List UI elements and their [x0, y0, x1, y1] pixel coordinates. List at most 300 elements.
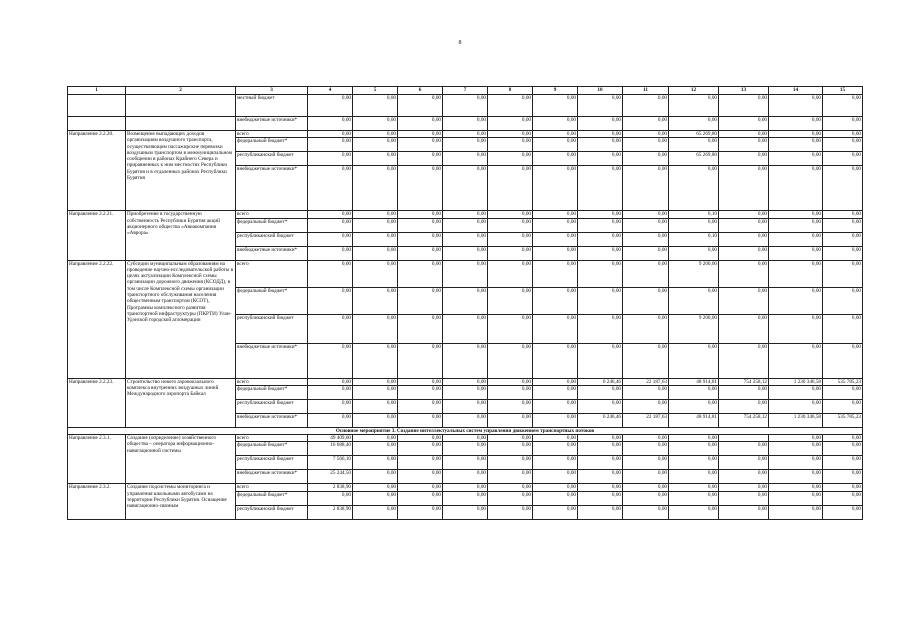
amount-cell: 0,00	[308, 314, 353, 343]
amount-cell: 0,00	[769, 117, 823, 131]
amount-cell	[719, 435, 769, 442]
amount-cell: 0,00	[443, 246, 488, 260]
funding-source: внебюджетные источники*	[236, 413, 308, 427]
amount-cell: 0,00	[443, 435, 488, 442]
funding-source: всего	[236, 211, 308, 218]
amount-cell: 0,00	[353, 166, 398, 211]
direction-description: Строительство нового аэровокзального комплекса внутренних воздушных линий Международного аэропорта Байкал	[126, 378, 236, 427]
amount-cell: 0,00	[308, 211, 353, 218]
amount-cell: 0,00	[308, 232, 353, 246]
direction-code: Направление 2.2.21.	[68, 211, 126, 260]
amount-cell: 0,00	[669, 343, 719, 378]
funding-source: внебюджетные источники*	[236, 166, 308, 211]
amount-cell: 0,00	[823, 314, 863, 343]
amount-cell: 0,00	[769, 218, 823, 232]
amount-cell: 0,00	[719, 152, 769, 166]
amount-cell: 0,00	[769, 442, 823, 456]
direction-description: Субсидии муниципальным образованиям на проведение научно-исследовательской работы в целях актуализации Комплексной схемы организации дорожного движения (КСОДД), в том числе Комплексной схемы организации транспортного обслуживания населения общественным транспортом (КСОТ), Программы комплексного развития транспортной инфраструктуры (ПКРТИ) Улан-Удэнской городской агломерации	[126, 260, 236, 378]
amount-cell: 0,00	[719, 211, 769, 218]
amount-cell: 0,00	[308, 117, 353, 131]
funding-source: республиканский бюджет	[236, 399, 308, 413]
amount-cell: 0,00	[769, 343, 823, 378]
amount-cell: 0,00	[353, 117, 398, 131]
amount-cell: 0,00	[398, 246, 443, 260]
amount-cell: 0,00	[769, 152, 823, 166]
amount-cell: 0,00	[623, 442, 669, 456]
amount-cell: 0,00	[769, 456, 823, 470]
column-header: 10	[578, 87, 623, 95]
amount-cell: 0,00	[533, 166, 578, 211]
amount-cell: 0,00	[669, 287, 719, 314]
column-header: 9	[533, 87, 578, 95]
section-heading-row	[68, 427, 863, 434]
amount-cell: 0,00	[769, 385, 823, 399]
amount-cell: 0,00	[308, 385, 353, 399]
amount-cell: 0,00	[623, 131, 669, 138]
amount-cell: 0,00	[578, 95, 623, 117]
amount-cell: 0,00	[669, 166, 719, 211]
amount-cell: 0,00	[578, 442, 623, 456]
amount-cell: 0,00	[398, 385, 443, 399]
direction-description: Приобретение в государственную собственность Республики Бурятия акций акционерного общества «Авиакомпания «Аврора»	[126, 211, 236, 260]
column-header: 14	[769, 87, 823, 95]
amount-cell: 0,00	[719, 218, 769, 232]
amount-cell: 0,00	[533, 399, 578, 413]
amount-cell: 0,00	[443, 491, 488, 505]
amount-cell: 0,00	[578, 117, 623, 131]
amount-cell: 0,00	[769, 166, 823, 211]
amount-cell: 0,00	[719, 442, 769, 456]
column-header: 7	[443, 87, 488, 95]
amount-cell: 0,00	[719, 470, 769, 484]
amount-cell: 0,00	[398, 211, 443, 218]
amount-cell: 0,00	[623, 117, 669, 131]
amount-cell: 0,00	[578, 484, 623, 491]
amount-cell: 0,00	[398, 456, 443, 470]
amount-cell: 0,00	[443, 117, 488, 131]
amount-cell: 0,00	[769, 95, 823, 117]
funding-source: республиканский бюджет	[236, 152, 308, 166]
amount-cell: 0,00	[623, 470, 669, 484]
amount-cell: 16 688,40	[308, 442, 353, 456]
amount-cell: 0,00	[533, 343, 578, 378]
funding-source: внебюджетные источники*	[236, 343, 308, 378]
amount-cell: 0,00	[533, 287, 578, 314]
amount-cell: 9 200,00	[669, 260, 719, 287]
funding-source: республиканский бюджет	[236, 505, 308, 519]
amount-cell: 0,00	[353, 246, 398, 260]
amount-cell: 0,00	[443, 95, 488, 117]
table-row	[68, 435, 863, 442]
funding-source: всего	[236, 260, 308, 287]
amount-cell: 0,00	[443, 378, 488, 385]
amount-cell: 0,00	[443, 456, 488, 470]
direction-description: Создание (определение) хозяйственного общества – оператора информационно-навигационной системы	[126, 435, 236, 484]
funding-source: федеральный бюджет*	[236, 491, 308, 505]
amount-cell: 0,00	[398, 152, 443, 166]
amount-cell: 0,00	[398, 505, 443, 519]
amount-cell: 0,00	[443, 385, 488, 399]
amount-cell: 0,00	[719, 287, 769, 314]
amount-cell: 0,00	[308, 343, 353, 378]
amount-cell: 0,00	[623, 95, 669, 117]
funding-source: республиканский бюджет	[236, 456, 308, 470]
amount-cell: 0,00	[823, 138, 863, 152]
column-header: 2	[126, 87, 236, 95]
amount-cell: 0,00	[488, 287, 533, 314]
amount-cell: 0,00	[398, 491, 443, 505]
amount-cell: 0,00	[669, 138, 719, 152]
amount-cell: 0,00	[533, 218, 578, 232]
amount-cell: 0,00	[353, 399, 398, 413]
amount-cell: 0,00	[623, 484, 669, 491]
amount-cell: 0,00	[623, 343, 669, 378]
amount-cell: 0,00	[488, 505, 533, 519]
amount-cell: 0,00	[669, 484, 719, 491]
amount-cell: 0,00	[488, 246, 533, 260]
amount-cell: 0,00	[823, 505, 863, 519]
amount-cell: 0,00	[398, 378, 443, 385]
amount-cell: 0,00	[719, 505, 769, 519]
amount-cell: 0,00	[398, 131, 443, 138]
amount-cell: 0,00	[488, 491, 533, 505]
amount-cell: 0,00	[488, 232, 533, 246]
amount-cell: 0,00	[443, 413, 488, 427]
amount-cell: 0,00	[443, 218, 488, 232]
amount-cell: 0,00	[443, 314, 488, 343]
amount-cell: 0,00	[623, 505, 669, 519]
amount-cell: 0,00	[719, 260, 769, 287]
amount-cell: 0,00	[823, 435, 863, 442]
direction-description	[126, 95, 236, 117]
amount-cell: 0,00	[398, 413, 443, 427]
amount-cell: 0,00	[488, 456, 533, 470]
amount-cell: 754 258,12	[719, 378, 769, 385]
amount-cell: 0,00	[398, 138, 443, 152]
amount-cell: 0,00	[823, 491, 863, 505]
amount-cell: 0,00	[398, 218, 443, 232]
amount-cell: 0,00	[488, 343, 533, 378]
amount-cell: 0,00	[353, 138, 398, 152]
amount-cell: 0,00	[488, 484, 533, 491]
table-header-row	[68, 87, 863, 95]
amount-cell: 0,00	[443, 442, 488, 456]
amount-cell: 0,00	[669, 435, 719, 442]
amount-cell: 0,00	[308, 491, 353, 505]
amount-cell: 2 838,90	[308, 505, 353, 519]
amount-cell: 0,00	[353, 378, 398, 385]
amount-cell: 0,00	[623, 314, 669, 343]
amount-cell: 0,00	[823, 131, 863, 138]
amount-cell: 0,00	[623, 260, 669, 287]
amount-cell: 0,00	[823, 166, 863, 211]
amount-cell: 0,00	[823, 456, 863, 470]
amount-cell: 0,00	[623, 166, 669, 211]
direction-description: Возмещение выпадающих доходов организациям воздушного транспорта, осуществляющим пассажирские перевозки воздушным транспортом в межмуниципальном сообщении в районах Крайнего Севера и приравненных к ним местностях Республики Бурятия и в отдаленных районах Республики Бурятия	[126, 131, 236, 211]
funding-source: всего	[236, 435, 308, 442]
amount-cell: 0,00	[578, 246, 623, 260]
amount-cell: 0,00	[623, 491, 669, 505]
funding-source: республиканский бюджет	[236, 232, 308, 246]
amount-cell: 0,00	[719, 232, 769, 246]
amount-cell: 0,00	[769, 484, 823, 491]
amount-cell: 9 200,00	[669, 314, 719, 343]
amount-cell: 0,00	[353, 442, 398, 456]
amount-cell: 0,00	[578, 131, 623, 138]
budget-table	[67, 86, 863, 520]
table-row	[68, 484, 863, 491]
table-row	[68, 211, 863, 218]
direction-code	[68, 117, 126, 131]
column-header: 15	[823, 87, 863, 95]
funding-source: федеральный бюджет*	[236, 442, 308, 456]
amount-cell: 0,00	[353, 413, 398, 427]
amount-cell: 0,00	[533, 470, 578, 484]
amount-cell: 0,00	[488, 166, 533, 211]
funding-source: республиканский бюджет	[236, 314, 308, 343]
amount-cell: 0,00	[578, 166, 623, 211]
amount-cell: 0,00	[488, 131, 533, 138]
amount-cell: 0,00	[719, 246, 769, 260]
amount-cell: 25 244,50	[308, 470, 353, 484]
amount-cell: 0,00	[353, 232, 398, 246]
direction-code: Направление 2.2.20.	[68, 131, 126, 211]
amount-cell: 0,00	[533, 442, 578, 456]
amount-cell: 0,00	[353, 456, 398, 470]
amount-cell: 0,00	[669, 95, 719, 117]
column-header: 5	[353, 87, 398, 95]
amount-cell: 0,00	[308, 287, 353, 314]
amount-cell: 0,00	[443, 166, 488, 211]
direction-code: Направление 2.2.22.	[68, 260, 126, 378]
amount-cell: 0,00	[398, 484, 443, 491]
amount-cell: 0,00	[769, 399, 823, 413]
amount-cell: 0,00	[308, 413, 353, 427]
amount-cell: 0,00	[443, 131, 488, 138]
amount-cell: 0,00	[488, 211, 533, 218]
amount-cell: 0,00	[488, 152, 533, 166]
amount-cell: 0,00	[353, 470, 398, 484]
amount-cell: 0,00	[578, 399, 623, 413]
amount-cell: 0,00	[719, 399, 769, 413]
table-row	[68, 117, 863, 131]
amount-cell: 0,00	[443, 343, 488, 378]
amount-cell: 0,00	[353, 95, 398, 117]
amount-cell: 0,00	[398, 343, 443, 378]
amount-cell: 0,00	[308, 166, 353, 211]
amount-cell: 0,00	[769, 138, 823, 152]
funding-source: всего	[236, 484, 308, 491]
amount-cell: 0,00	[823, 484, 863, 491]
column-header: 11	[623, 87, 669, 95]
amount-cell: 48 914,81	[669, 413, 719, 427]
amount-cell: 1 230 346,58	[769, 413, 823, 427]
amount-cell: 0,00	[443, 287, 488, 314]
amount-cell: 0,00	[719, 385, 769, 399]
amount-cell: 0,00	[488, 314, 533, 343]
amount-cell: 0,00	[669, 505, 719, 519]
amount-cell: 0,00	[719, 343, 769, 378]
amount-cell: 0,00	[353, 435, 398, 442]
amount-cell: 0,00	[823, 117, 863, 131]
amount-cell: 0,00	[488, 117, 533, 131]
funding-source: федеральный бюджет*	[236, 287, 308, 314]
amount-cell: 0,00	[398, 232, 443, 246]
amount-cell: 0,00	[623, 385, 669, 399]
amount-cell: 0,00	[578, 456, 623, 470]
amount-cell: 0,00	[308, 95, 353, 117]
amount-cell: 0,00	[533, 385, 578, 399]
amount-cell: 0,00	[533, 378, 578, 385]
direction-description: Создание подсистемы мониторинга и управления школьными автобусами на территории Республики Бурятия. Оснащение навигационно-связным	[126, 484, 236, 519]
amount-cell: 0,00	[623, 435, 669, 442]
amount-cell: 0,00	[488, 399, 533, 413]
amount-cell: 0,00	[533, 456, 578, 470]
amount-cell: 0,00	[719, 131, 769, 138]
amount-cell: 0,00	[443, 152, 488, 166]
amount-cell: 0,00	[769, 491, 823, 505]
amount-cell: 0,00	[578, 385, 623, 399]
amount-cell: 535 785,23	[823, 378, 863, 385]
direction-description	[126, 117, 236, 131]
amount-cell: 0,00	[578, 138, 623, 152]
amount-cell: 0,00	[443, 484, 488, 491]
amount-cell: 0,00	[623, 152, 669, 166]
amount-cell: 0,00	[623, 246, 669, 260]
amount-cell: 0,00	[398, 117, 443, 131]
amount-cell: 0,00	[443, 505, 488, 519]
amount-cell: 2 838,90	[308, 484, 353, 491]
amount-cell: 0,00	[533, 435, 578, 442]
amount-cell: 6 246,46	[578, 378, 623, 385]
amount-cell: 0,00	[308, 399, 353, 413]
amount-cell: 0,00	[488, 218, 533, 232]
amount-cell: 0,00	[443, 232, 488, 246]
amount-cell: 0,00	[669, 218, 719, 232]
amount-cell: 0,00	[533, 314, 578, 343]
amount-cell: 754 258,12	[719, 413, 769, 427]
amount-cell: 0,00	[398, 166, 443, 211]
amount-cell: 0,00	[769, 435, 823, 442]
amount-cell: 0,00	[353, 491, 398, 505]
amount-cell: 0,00	[719, 138, 769, 152]
amount-cell: 0,00	[769, 505, 823, 519]
amount-cell: 0,00	[533, 117, 578, 131]
amount-cell: 6 246,46	[578, 413, 623, 427]
amount-cell: 1 230 346,58	[769, 378, 823, 385]
column-header: 8	[488, 87, 533, 95]
amount-cell: 0,00	[398, 399, 443, 413]
funding-source: внебюджетные источники*	[236, 470, 308, 484]
amount-cell: 0,00	[353, 131, 398, 138]
direction-code: Направление 2.3.2.	[68, 484, 126, 519]
amount-cell: 0,00	[443, 260, 488, 287]
amount-cell: 0,00	[769, 287, 823, 314]
table-row	[68, 95, 863, 117]
amount-cell: 0,00	[353, 505, 398, 519]
amount-cell: 0,00	[578, 218, 623, 232]
amount-cell: 0,00	[308, 260, 353, 287]
amount-cell: 0,00	[578, 470, 623, 484]
amount-cell: 0,00	[823, 211, 863, 218]
amount-cell: 0,00	[443, 399, 488, 413]
amount-cell: 0,00	[353, 211, 398, 218]
amount-cell: 0,00	[823, 343, 863, 378]
funding-source: всего	[236, 378, 308, 385]
amount-cell: 0,00	[488, 470, 533, 484]
amount-cell: 0,00	[623, 287, 669, 314]
amount-cell: 0,00	[823, 95, 863, 117]
amount-cell: 0,00	[308, 138, 353, 152]
amount-cell: 65 269,80	[669, 131, 719, 138]
amount-cell: 0,00	[719, 95, 769, 117]
column-header: 4	[308, 87, 353, 95]
amount-cell: 0,00	[578, 343, 623, 378]
amount-cell: 0,00	[578, 232, 623, 246]
amount-cell: 0,00	[719, 166, 769, 211]
amount-cell: 0,00	[353, 385, 398, 399]
amount-cell: 0,00	[533, 95, 578, 117]
amount-cell: 0,00	[398, 314, 443, 343]
amount-cell: 0,00	[823, 218, 863, 232]
amount-cell: 0,10	[669, 211, 719, 218]
amount-cell: 0,00	[533, 138, 578, 152]
amount-cell: 0,10	[669, 232, 719, 246]
amount-cell: 0,00	[669, 117, 719, 131]
amount-cell: 0,00	[353, 484, 398, 491]
table-row	[68, 260, 863, 287]
amount-cell: 0,00	[578, 152, 623, 166]
amount-cell: 0,00	[398, 470, 443, 484]
amount-cell: 0,00	[488, 138, 533, 152]
amount-cell: 0,00	[353, 260, 398, 287]
amount-cell: 0,00	[669, 399, 719, 413]
amount-cell: 0,00	[719, 491, 769, 505]
column-header: 13	[719, 87, 769, 95]
column-header: 1	[68, 87, 126, 95]
amount-cell: 0,00	[398, 442, 443, 456]
funding-source: местный бюджет	[236, 95, 308, 117]
page-number: 8	[458, 40, 462, 46]
amount-cell: 0,00	[769, 470, 823, 484]
table-row	[68, 378, 863, 385]
amount-cell: 0,00	[669, 491, 719, 505]
amount-cell: 0,00	[769, 211, 823, 218]
amount-cell: 0,00	[398, 95, 443, 117]
amount-cell: 0,00	[623, 218, 669, 232]
amount-cell: 0,00	[823, 287, 863, 314]
amount-cell: 0,00	[398, 287, 443, 314]
amount-cell: 0,00	[443, 211, 488, 218]
amount-cell: 0,00	[578, 505, 623, 519]
amount-cell: 0,00	[443, 470, 488, 484]
amount-cell: 0,00	[669, 385, 719, 399]
amount-cell: 0,00	[308, 378, 353, 385]
funding-source: внебюджетные источники*	[236, 246, 308, 260]
amount-cell: 0,00	[823, 246, 863, 260]
amount-cell: 0,00	[623, 211, 669, 218]
amount-cell: 65 269,80	[669, 152, 719, 166]
amount-cell: 0,00	[488, 413, 533, 427]
amount-cell: 0,00	[353, 314, 398, 343]
amount-cell: 0,00	[669, 442, 719, 456]
amount-cell: 0,00	[719, 117, 769, 131]
amount-cell: 0,00	[398, 260, 443, 287]
amount-cell: 0,00	[578, 287, 623, 314]
funding-source: федеральный бюджет*	[236, 218, 308, 232]
amount-cell: 0,00	[719, 484, 769, 491]
column-header: 12	[669, 87, 719, 95]
